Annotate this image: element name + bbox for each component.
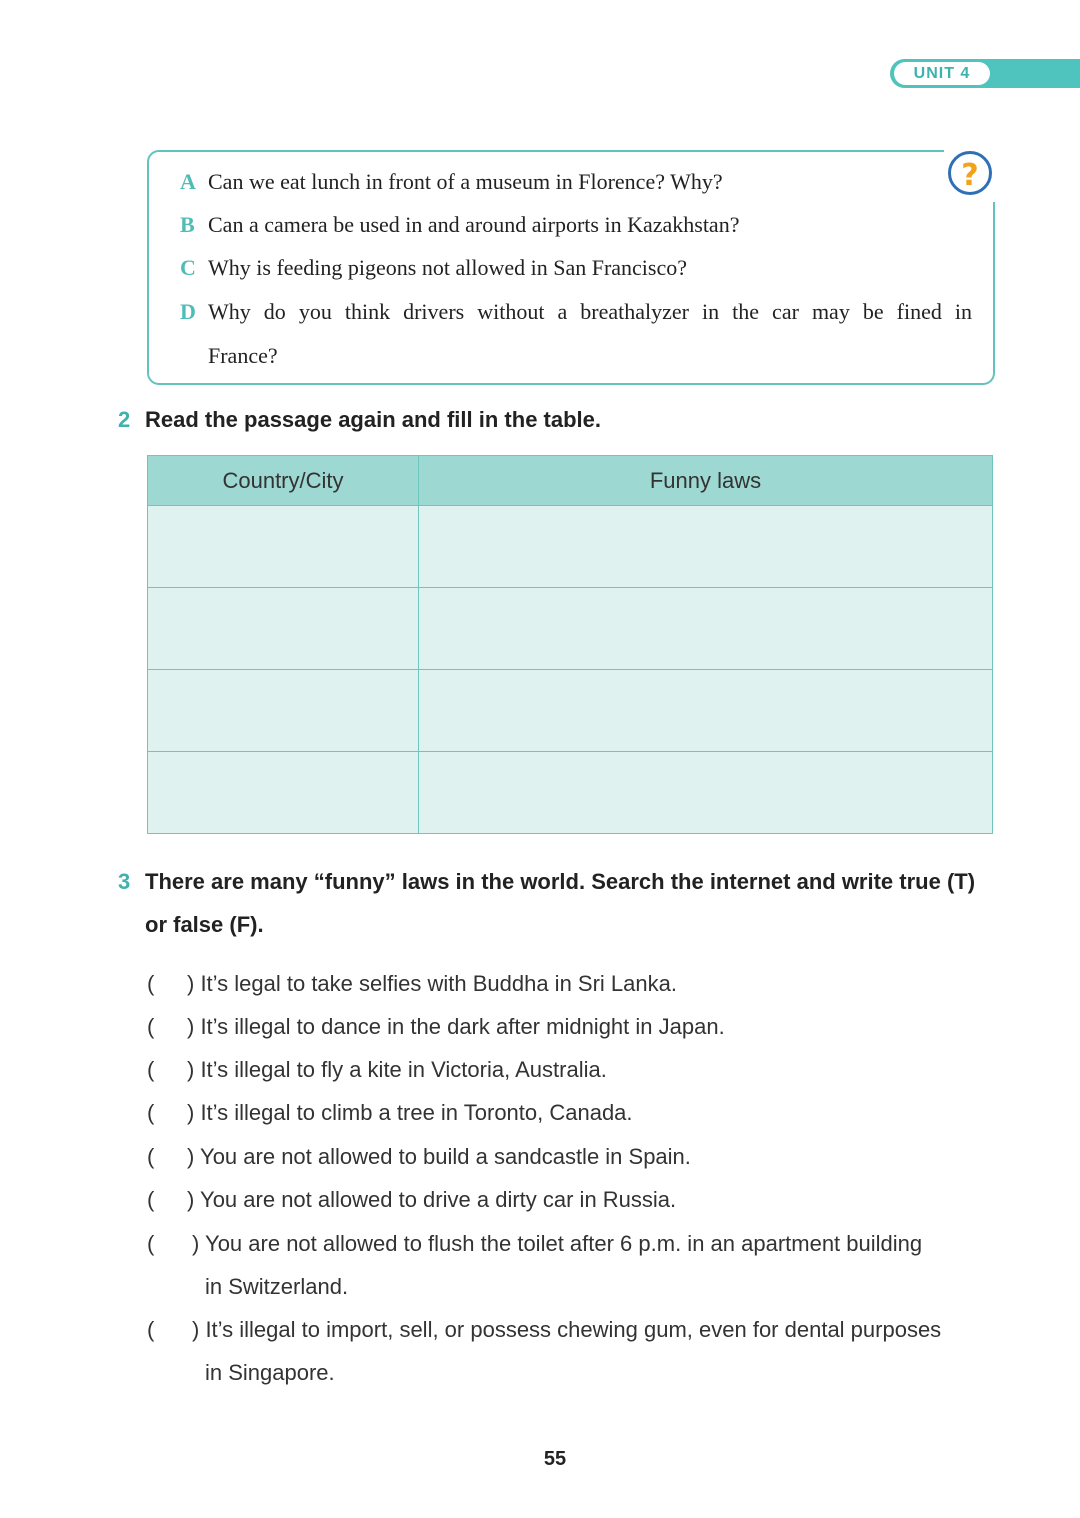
table-cell-country[interactable] bbox=[148, 588, 419, 670]
table-cell-country[interactable] bbox=[148, 752, 419, 834]
unit-label: UNIT 4 bbox=[894, 62, 990, 85]
section-2-heading bbox=[118, 398, 601, 441]
table-row bbox=[148, 752, 993, 834]
tf-statement: ) It’s illegal to fly a kite in Victoria, Australia. bbox=[187, 1057, 607, 1082]
tf-statement: ) It’s illegal to climb a tree in Toronto, Canada. bbox=[187, 1100, 633, 1125]
answer-blank[interactable]: ( bbox=[147, 1231, 155, 1256]
table-row bbox=[148, 506, 993, 588]
tf-item bbox=[147, 1048, 977, 1091]
section-instruction: Read the passage again and fill in the table. bbox=[145, 407, 601, 432]
question-letter: D bbox=[180, 299, 196, 324]
section-number: 3 bbox=[118, 869, 131, 894]
table-row bbox=[148, 670, 993, 752]
question-letter: A bbox=[180, 169, 196, 194]
table-cell-country[interactable] bbox=[148, 670, 419, 752]
section-number: 2 bbox=[118, 407, 131, 432]
table-header-country: Country/City bbox=[148, 456, 419, 506]
table-cell-law[interactable] bbox=[419, 670, 993, 752]
tf-statement: ) You are not allowed to drive a dirty car in Russia. bbox=[187, 1187, 677, 1212]
answer-blank[interactable]: ( bbox=[147, 1014, 155, 1039]
table-cell-country[interactable] bbox=[148, 506, 419, 588]
tf-item bbox=[147, 1308, 977, 1351]
answer-blank[interactable]: ( bbox=[147, 971, 155, 996]
tf-item bbox=[147, 1178, 977, 1221]
question-item-d bbox=[180, 290, 972, 333]
question-text: Can a camera be used in and around airports in Kazakhstan? bbox=[208, 212, 740, 237]
question-letter: B bbox=[180, 212, 195, 237]
question-item-c bbox=[180, 246, 972, 289]
tf-item bbox=[147, 1135, 977, 1178]
tf-statement: ) It’s illegal to dance in the dark after midnight in Japan. bbox=[187, 1014, 725, 1039]
tf-item bbox=[147, 1005, 977, 1048]
tf-item-continuation: in Switzerland. bbox=[205, 1274, 349, 1299]
table-cell-law[interactable] bbox=[419, 752, 993, 834]
question-text: Why is feeding pigeons not allowed in San Francisco? bbox=[208, 255, 688, 280]
tf-item-continuation: in Singapore. bbox=[205, 1360, 335, 1385]
question-item-a bbox=[180, 160, 972, 203]
table-header-row bbox=[148, 456, 993, 506]
tf-statement: ) You are not allowed to build a sandcastle in Spain. bbox=[187, 1144, 691, 1169]
question-letter: C bbox=[180, 255, 196, 280]
table-row bbox=[148, 588, 993, 670]
tf-statement: ) It’s illegal to import, sell, or possess chewing gum, even for dental purposes bbox=[192, 1317, 942, 1342]
tf-item bbox=[147, 1222, 977, 1265]
funny-laws-table bbox=[147, 455, 993, 834]
question-item-d-continuation: France? bbox=[208, 343, 278, 368]
page-number: 55 bbox=[543, 1448, 567, 1470]
answer-blank[interactable]: ( bbox=[147, 1057, 155, 1082]
section-3-heading-continuation: or false (F). bbox=[145, 912, 264, 937]
answer-blank[interactable]: ( bbox=[147, 1187, 155, 1212]
table-header-laws: Funny laws bbox=[419, 456, 993, 506]
question-mark-icon: ? bbox=[948, 151, 992, 195]
tf-statement: ) You are not allowed to flush the toilet after 6 p.m. in an apartment building bbox=[192, 1231, 923, 1256]
section-3-heading bbox=[118, 860, 975, 903]
answer-blank[interactable]: ( bbox=[147, 1317, 155, 1342]
question-item-b bbox=[180, 203, 972, 246]
tf-item bbox=[147, 962, 977, 1005]
table-cell-law[interactable] bbox=[419, 506, 993, 588]
section-instruction: There are many “funny” laws in the world. Search the internet and write true (T) bbox=[145, 869, 976, 894]
answer-blank[interactable]: ( bbox=[147, 1100, 155, 1125]
question-text: Why do you think drivers without a breathalyzer in the car may be fined in bbox=[208, 299, 972, 324]
tf-item bbox=[147, 1091, 977, 1134]
tf-statement: ) It’s legal to take selfies with Buddha in Sri Lanka. bbox=[187, 971, 677, 996]
answer-blank[interactable]: ( bbox=[147, 1144, 155, 1169]
question-text: Can we eat lunch in front of a museum in Florence? Why? bbox=[208, 169, 723, 194]
table-cell-law[interactable] bbox=[419, 588, 993, 670]
